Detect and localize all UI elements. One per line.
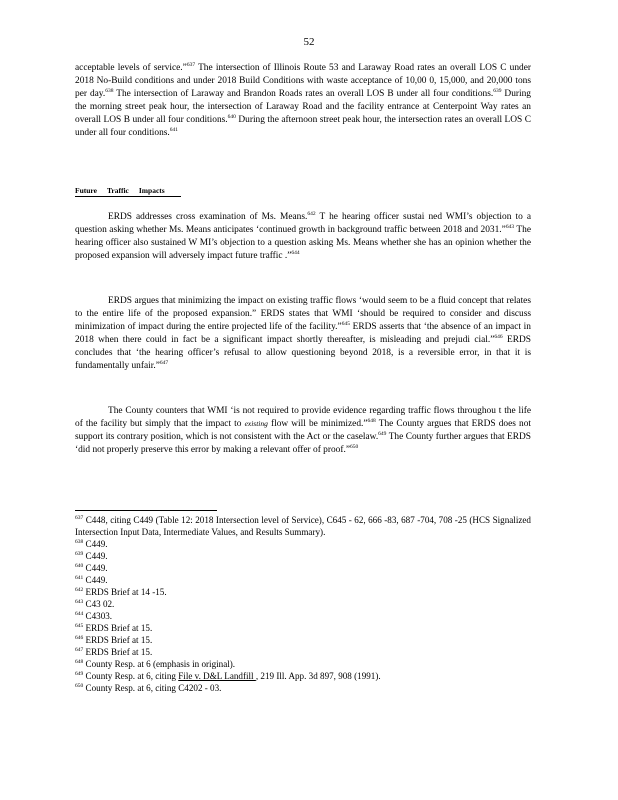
text: The intersection of Illinois Route 53 and Laraway Road rates an overall LOS C under 2018 No-Build conditions and under 2018 Build Conditions with waste acceptance of 10,00 0, 15,000, and 20,000 tons per day.	[75, 63, 531, 99]
footnote-text: County Resp. at 6 (emphasis in original).	[85, 659, 236, 669]
footnote-ref[interactable]: 644	[291, 249, 300, 256]
footnote	[75, 634, 531, 646]
footnote	[75, 610, 531, 622]
footnote	[75, 550, 531, 562]
case-citation-link[interactable]: File v. D&L Landfill	[178, 671, 256, 681]
heading-word: Future	[75, 186, 97, 195]
footnote	[75, 562, 531, 574]
footnote-text: ERDS Brief at 15.	[85, 635, 153, 645]
footnote-text: ERDS Brief at 14 -15.	[85, 587, 167, 597]
footnotes	[75, 514, 531, 694]
footnote-number: 645	[75, 622, 84, 629]
footnote	[75, 670, 531, 682]
footnote	[75, 514, 531, 538]
footnote-number: 646	[75, 634, 84, 641]
footnote	[75, 598, 531, 610]
footnote-number: 639	[75, 550, 84, 557]
footnote-text: C448, citing C449 (Table 12: 2018 Intersection level of Service), C645 - 62, 666 -83, 687 -704, 708 -25 (HCS Signalized Intersection Input Data, Intermediate Values, and Results Summary).	[75, 515, 531, 537]
footnote-number: 642	[75, 586, 84, 593]
paragraph-los-summary	[75, 62, 531, 139]
text: ERDS addresses cross examination of Ms. Means.	[108, 212, 308, 222]
text: The hearing officer also sustained W MI’s objection to a question asking Ms. Means whether she has an opinion whether the proposed expansion will adversely impact future traffic .”	[75, 224, 531, 261]
footnote-ref[interactable]: 637	[186, 61, 196, 68]
paragraph-county-counter	[75, 405, 531, 457]
footnote-ref[interactable]: 640	[227, 113, 236, 120]
footnote	[75, 682, 531, 694]
footnote-ref[interactable]: 646	[494, 333, 503, 340]
footnote-number: 649	[75, 670, 84, 677]
section-heading	[75, 186, 181, 197]
footnote-ref[interactable]: 643	[505, 223, 515, 230]
text: ERDS concludes that ‘the hearing officer’s refusal to allow questioning beyond 2018, is a reversible error, in that it is fundamentally unfair.”	[75, 334, 531, 371]
heading-word: Traffic	[106, 186, 129, 195]
footnote-ref[interactable]: 645	[341, 320, 350, 327]
footnote-text: ERDS Brief at 15.	[85, 623, 153, 633]
footnote	[75, 538, 531, 550]
paragraph-cross-examination	[75, 211, 531, 263]
footnote-text: C449.	[85, 575, 108, 585]
text: The County counters that WMI ‘is not required to provide evidence regarding traffic flows throughou t the life of the facility but simply that the impact to	[75, 406, 531, 429]
footnote-ref[interactable]: 638	[105, 87, 114, 94]
footnote-text: C449.	[85, 539, 108, 549]
text: ERDS asserts that ‘the absence of an impact in 2018 when there could in fact be a significant impact shortly thereafter, is misleading and prejudi cial.”	[75, 321, 531, 345]
footnote-ref[interactable]: 647	[159, 359, 169, 366]
text: flow will be minimized.”	[267, 418, 368, 429]
text: ERDS argues that minimizing the impact on existing traffic flows ‘would seem to be a fluid concept that relates to the entire life of the proposed expansion.” ERDS states that WMI ‘should be required to consider and discuss minimization of impact during the entire projected life of the facility.”	[75, 296, 531, 332]
footnote-number: 637	[75, 514, 84, 521]
footnote-number: 648	[75, 658, 84, 665]
footnote-text: C449.	[85, 563, 108, 573]
footnote-text: ERDS Brief at 15.	[85, 647, 153, 657]
footnote-number: 638	[75, 538, 84, 545]
text: During the afternoon street peak hour, the intersection rates an overall LOS C under all four conditions.	[75, 114, 531, 138]
footnote-ref[interactable]: 639	[493, 87, 502, 94]
footnote	[75, 658, 531, 670]
emphasis-text: existing	[244, 418, 268, 428]
footnote-ref[interactable]: 649	[378, 430, 387, 437]
text: The County further argues that ERDS ‘did not properly preserve this error by making a relevant offer of proof.”	[75, 431, 532, 455]
text: During the morning street peak hour, the intersection of Laraway Road and the facility entrance at Centerpoint Way rates an overall LOS B under all four conditions.	[75, 88, 531, 125]
footnote-number: 640	[75, 562, 84, 569]
text: T he hearing officer sustai ned WMI’s objection to a question asking whether Ms. Means anticipates ‘continued growth in background traffic between 2018 and 2031.”	[75, 212, 531, 235]
footnote-ref[interactable]: 648	[367, 417, 376, 424]
footnote-text: County Resp. at 6, citing C4202 - 03.	[85, 683, 222, 693]
footnote-number: 643	[75, 598, 84, 605]
footnote	[75, 646, 531, 658]
text: acceptable levels of service.”	[75, 63, 187, 73]
footnote-text: County Resp. at 6, citing	[85, 671, 179, 681]
footnote-divider	[75, 510, 217, 511]
page-number: 52	[303, 36, 315, 48]
footnote-text: C449.	[85, 551, 108, 561]
footnote-number: 644	[75, 610, 84, 617]
footnote-number: 650	[75, 682, 84, 689]
footnote	[75, 586, 531, 598]
paragraph-erds-argument	[75, 295, 531, 372]
footnote-text: C4303.	[85, 611, 113, 621]
footnote-ref[interactable]: 641	[169, 126, 179, 133]
footnote-text: C43 02.	[85, 599, 115, 609]
footnote	[75, 622, 531, 634]
footnote	[75, 574, 531, 586]
heading-word: Impacts	[138, 186, 165, 195]
footnote-ref[interactable]: 650	[350, 443, 359, 450]
text: The County argues that ERDS does not support its contrary position, which is not consistent with the Act or the caselaw.	[75, 418, 532, 442]
footnote-number: 647	[75, 646, 84, 653]
footnote-ref[interactable]: 642	[307, 210, 316, 217]
text: The intersection of Laraway and Brandon Roads rates an overall LOS B under all four conditions.	[113, 88, 494, 99]
footnote-number: 641	[75, 574, 84, 581]
footnote-text: , 219 Ill. App. 3d 897, 908 (1991).	[255, 671, 381, 681]
